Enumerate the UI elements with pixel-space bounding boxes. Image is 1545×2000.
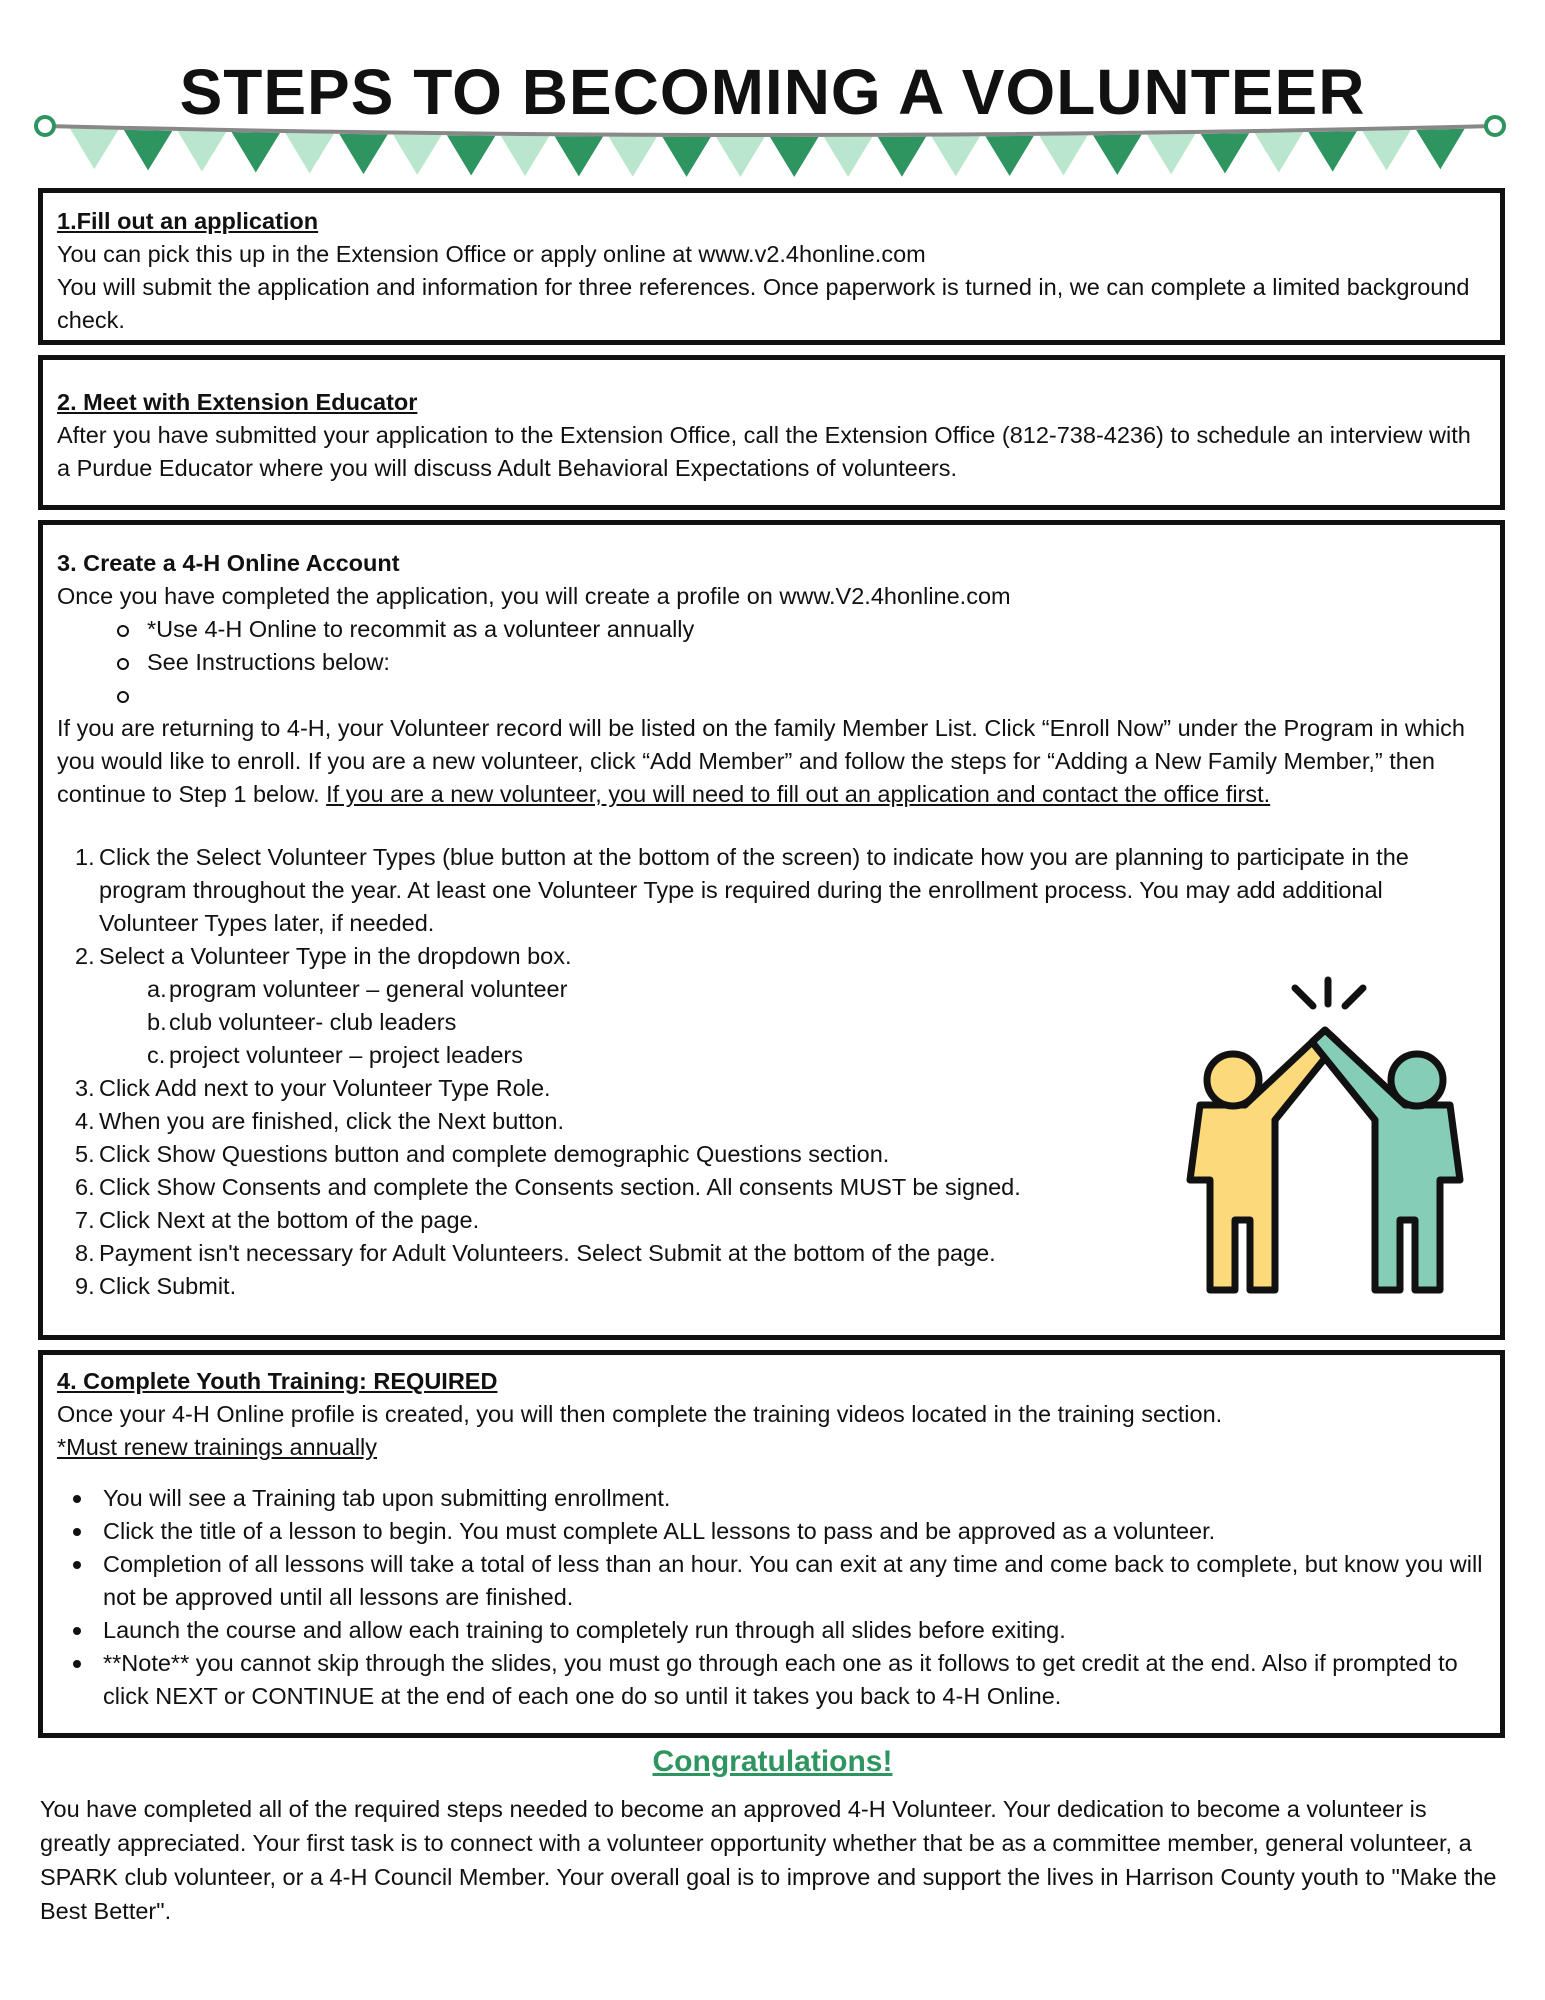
bunting-flag: [1416, 129, 1464, 170]
step-number: 4.: [75, 1108, 95, 1134]
bunting-flag: [285, 133, 333, 173]
step2-body: After you have submitted your application to the Extension Office, call the Extension Office (812-738-4236) to schedule an interview with a Purdue Educator where you will discuss Adult Behavioral Expectations of volunteers.: [57, 422, 1471, 481]
list-item: *Use 4-H Online to recommit as a volunteer annually: [117, 613, 1486, 646]
list-item: Completion of all lessons will take a total of less than an hour. You can exit at any time and come back to complete, but know you will not be approved until all lessons are finished.: [103, 1548, 1486, 1614]
bunting-flag: [1093, 135, 1141, 175]
step4-intro: Once your 4-H Online profile is created, you will then complete the training videos located in the training section.: [57, 1401, 1223, 1427]
step-number: 6.: [75, 1174, 95, 1200]
list-item: You will see a Training tab upon submitting enrollment.: [103, 1482, 1486, 1515]
bunting-flag: [1201, 133, 1249, 173]
substep-text: project volunteer – project leaders: [169, 1042, 524, 1068]
step-number: 7.: [75, 1207, 95, 1233]
step-text: When you are finished, click the Next button.: [99, 1108, 565, 1134]
step4-box: [38, 1350, 1505, 1738]
step-text: Click Submit.: [99, 1273, 237, 1299]
bunting-flag: [1362, 130, 1410, 171]
substep-letter: b.: [147, 1009, 167, 1035]
step3-heading: 3. Create a 4-H Online Account: [57, 550, 400, 576]
step-text: Click the Select Volunteer Types (blue button at the bottom of the screen) to indicate how you are planning to participate in the program throughout the year. At least one Volunteer Type is required during the enrollment process. You may add additional Volunteer Types later, if needed.: [99, 844, 1409, 936]
bunting-flag: [716, 137, 764, 177]
step-number: 8.: [75, 1240, 95, 1266]
list-item: [117, 679, 1486, 712]
list-item: **Note** you cannot skip through the slides, you must go through each one as it follows to get credit at the end. Also if prompted to click NEXT or CONTINUE at the end of each one do so until it takes you back to 4-H Online.: [103, 1647, 1486, 1713]
congratulations-heading: Congratulations!: [652, 1745, 893, 1778]
step3-paragraph-underlined: If you are a new volunteer, you will need to fill out an application and contact the office first.: [326, 781, 1271, 807]
bunting-flag: [393, 135, 441, 175]
step1-line1: You can pick this up in the Extension Office or apply online at www.v2.4honline.com: [57, 241, 926, 267]
step4-heading: 4. Complete Youth Training: REQUIRED: [57, 1368, 498, 1394]
step1-box: [38, 188, 1505, 345]
step2-box: [38, 355, 1505, 510]
step-text: Click Show Consents and complete the Consents section. All consents MUST be signed.: [99, 1174, 1021, 1200]
step-number: 3.: [75, 1075, 95, 1101]
substep-letter: c.: [147, 1042, 166, 1068]
bunting-flag: [662, 137, 710, 177]
step-text: Select a Volunteer Type in the dropdown box.: [99, 943, 572, 969]
step-text: Payment isn't necessary for Adult Volunteers. Select Submit at the bottom of the page.: [99, 1240, 996, 1266]
bunting-flag: [1308, 131, 1356, 171]
substep-text: club volunteer- club leaders: [169, 1009, 457, 1035]
step1-heading: 1.Fill out an application: [57, 208, 319, 234]
list-item: [75, 841, 1486, 940]
step-number: 1.: [75, 844, 95, 870]
step3-paragraph: [57, 712, 1486, 811]
bunting-flag: [1039, 135, 1087, 175]
bunting-flag: [501, 136, 549, 176]
bunting-flag: [178, 131, 226, 171]
list-item: See Instructions below:: [117, 646, 1486, 679]
step-text: Click Show Questions button and complete demographic Questions section.: [99, 1141, 890, 1167]
bunting-flag: [447, 135, 495, 175]
bunting-flag: [232, 132, 280, 172]
bunting-flag: [70, 129, 118, 170]
bunting-flag: [770, 137, 818, 177]
step-number: 9.: [75, 1273, 95, 1299]
step1-line2: You will submit the application and information for three references. Once paperwork is turned in, we can complete a limited background check.: [57, 274, 1470, 333]
closing-paragraph: You have completed all of the required steps needed to become an approved 4-H Volunteer. Your dedication to become a volunteer is greatly appreciated. Your first task is to connect with a volunteer opportunity whether that be as a committee member, general volunteer, a SPARK club volunteer, or a 4-H Council Member. Your overall goal is to improve and support the lives in Harrison County youth to "Make the Best Better".: [40, 1796, 1497, 1924]
step-number: 5.: [75, 1141, 95, 1167]
step4-note: *Must renew trainings annually: [57, 1434, 378, 1460]
bunting-flag: [1255, 132, 1303, 172]
bunting-flag: [878, 137, 926, 177]
bunting-flag: [608, 137, 656, 177]
high-five-illustration: [1145, 970, 1505, 1310]
step3-intro: Once you have completed the application, you will create a profile on www.V2.4honline.com: [57, 583, 1011, 609]
bunting-flag: [124, 130, 172, 171]
bunting-banner: [30, 100, 1510, 190]
step-number: 2.: [75, 943, 95, 969]
substep-text: program volunteer – general volunteer: [169, 976, 568, 1002]
list-item: Click the title of a lesson to begin. You must complete ALL lessons to pass and be approved as a volunteer.: [103, 1515, 1486, 1548]
bunting-flag: [555, 136, 603, 176]
step3-paragraph-text: If you are returning to 4-H, your Volunteer record will be listed on the family Member List. Click “Enroll Now” under the Program in which you would like to enroll. If you are a new volunteer, click “Add Member” and follow the steps for “Adding a New Family Member,” then continue to Step 1 below.: [57, 715, 1465, 807]
page-title: STEPS TO BECOMING A VOLUNTEER: [179, 56, 1366, 128]
bunting-flag: [932, 136, 980, 176]
bunting-flag: [1147, 134, 1195, 174]
bunting-flag: [824, 137, 872, 177]
substep-letter: a.: [147, 976, 167, 1002]
training-bullet-list: [57, 1482, 1486, 1713]
step2-heading: 2. Meet with Extension Educator: [57, 389, 418, 415]
step-text: Click Next at the bottom of the page.: [99, 1207, 480, 1233]
list-item: Launch the course and allow each training to completely run through all slides before exiting.: [103, 1614, 1486, 1647]
step3-bullet-list: [57, 613, 1486, 712]
bunting-flag: [339, 134, 387, 174]
step-text: Click Add next to your Volunteer Type Role.: [99, 1075, 551, 1101]
bunting-flag: [985, 136, 1033, 176]
